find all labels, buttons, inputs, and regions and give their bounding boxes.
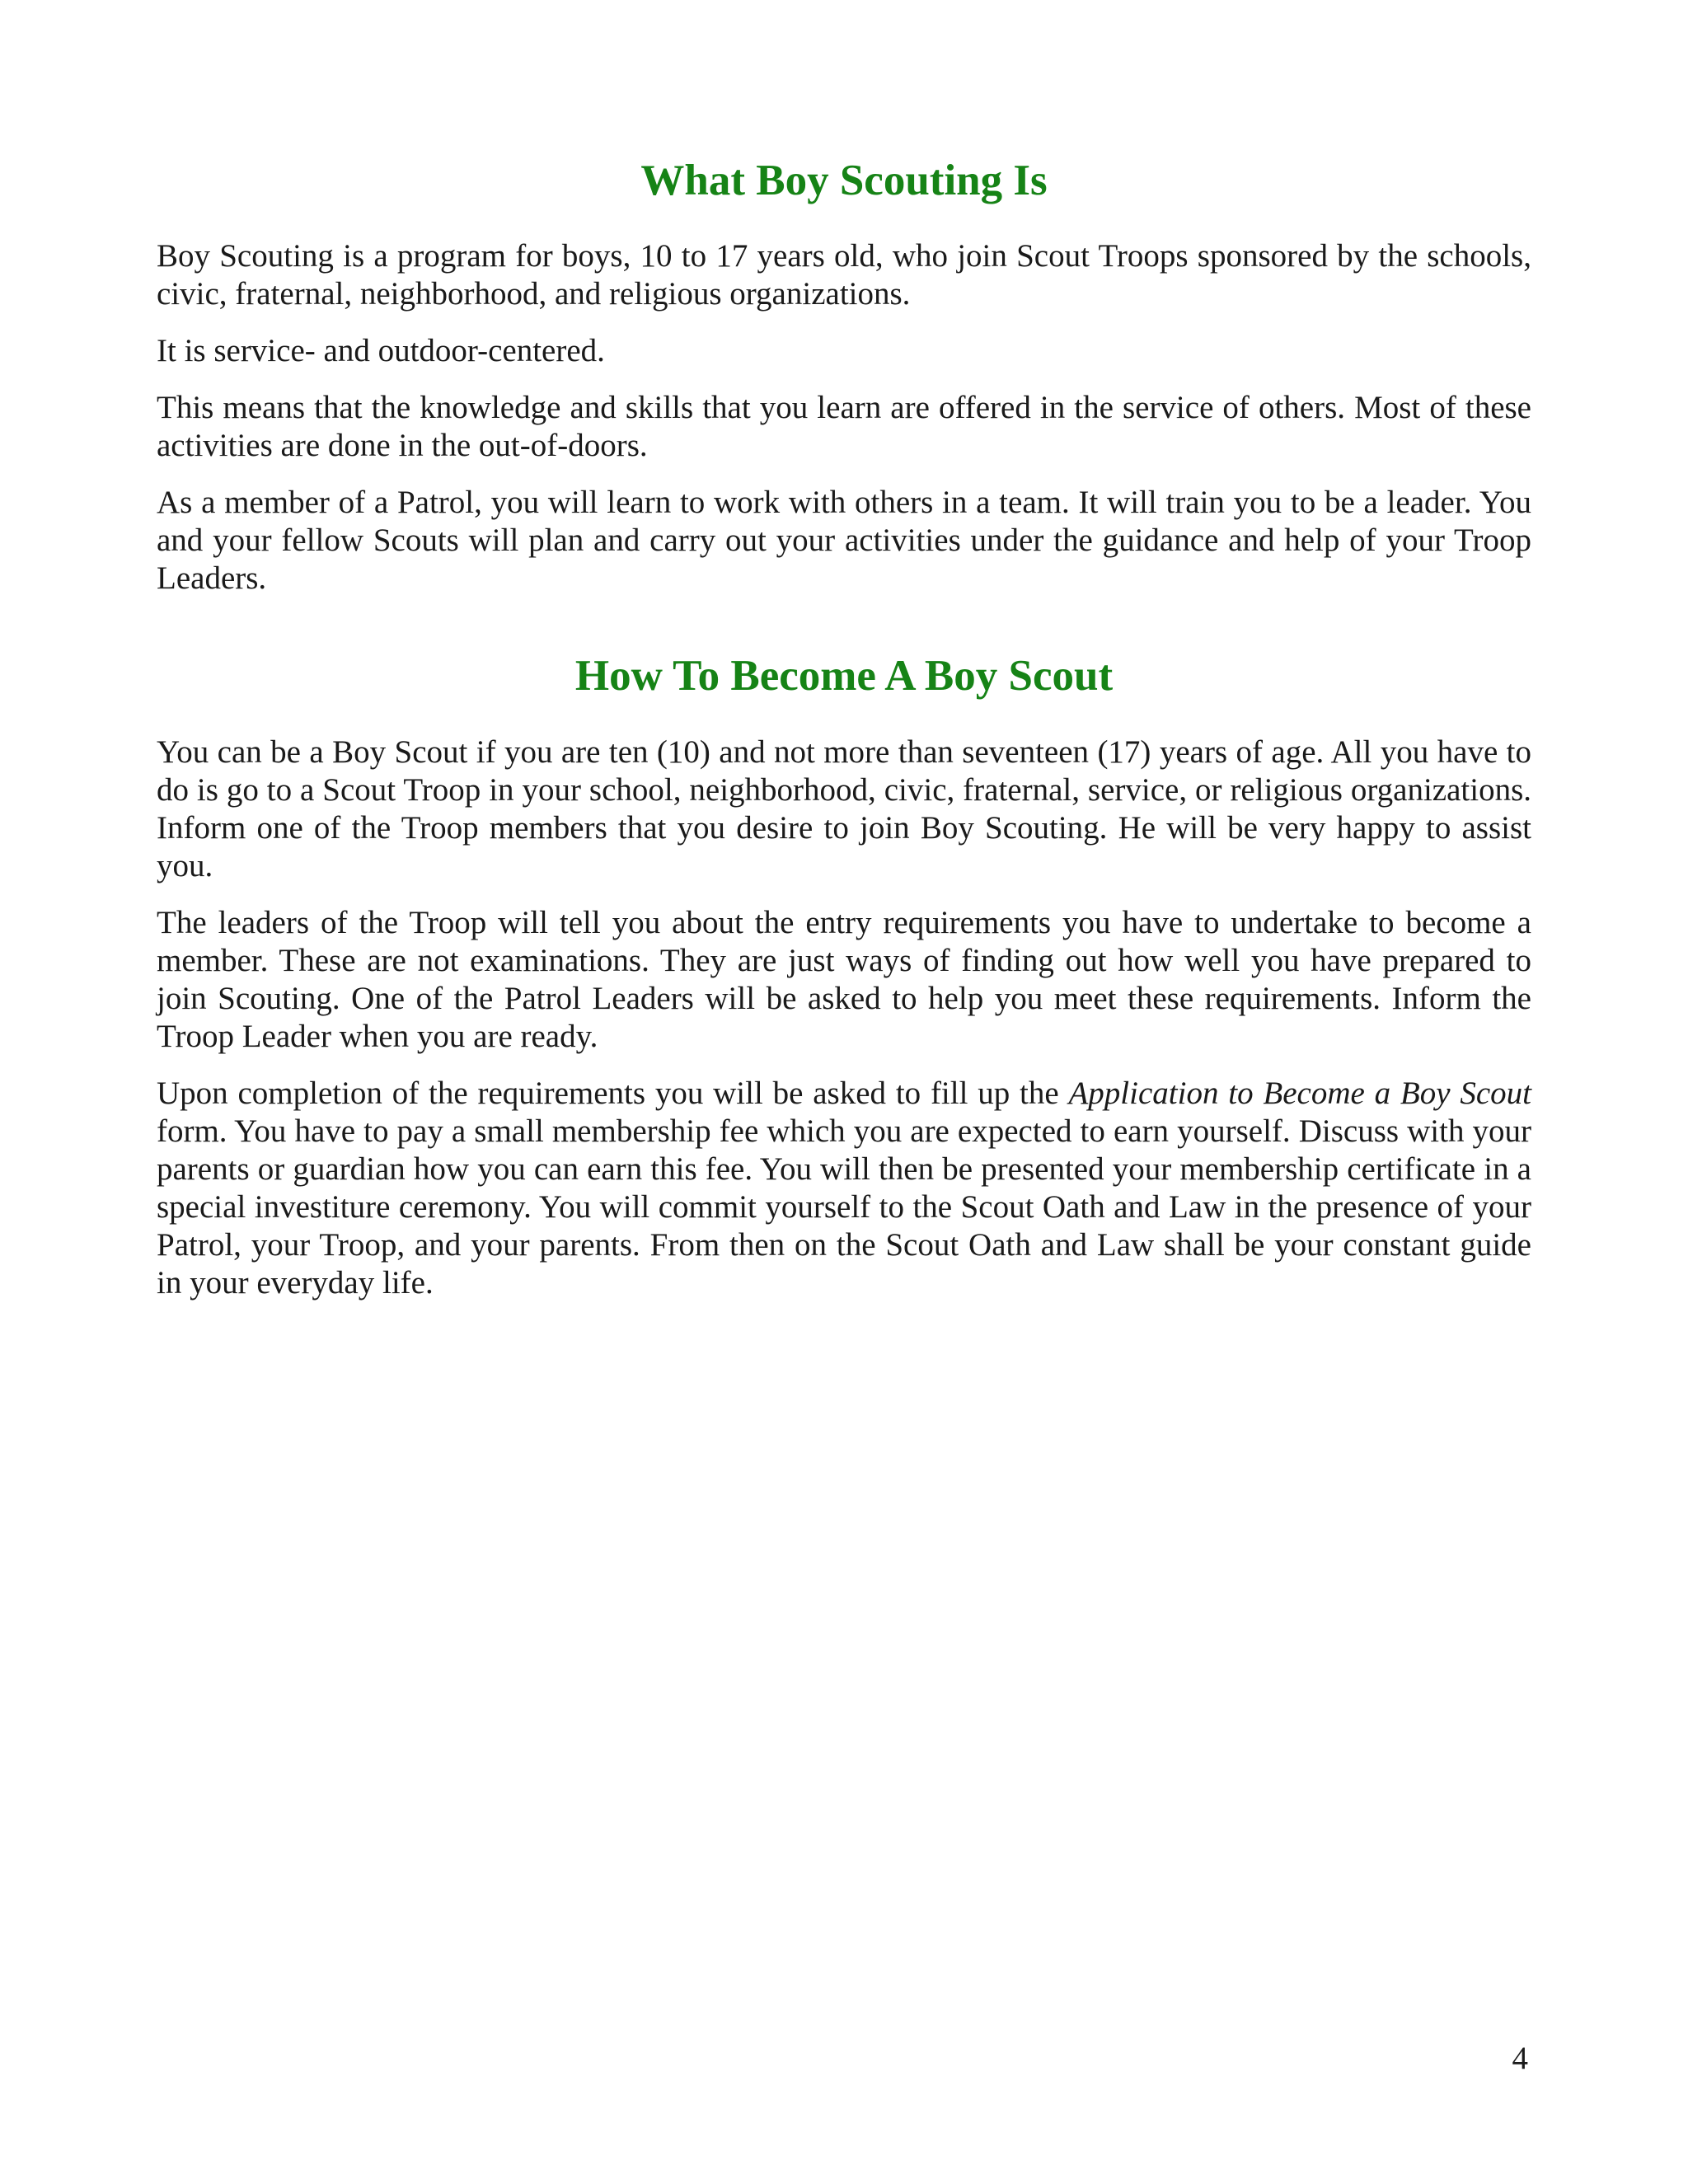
paragraph: Boy Scouting is a program for boys, 10 to 17 years old, who join Scout Troops sponsored by the schools, civic, fraternal, neighborhood, and religious organizations. <box>157 238 1531 312</box>
paragraph: You can be a Boy Scout if you are ten (10) and not more than seventeen (17) years of age. All you have to do is go to a Scout Troop in your school, neighborhood, civic, fraternal, service, or religious organizations. Inform one of the Troop members that you desire to join Boy Scouting. He will be very happy to assist you. <box>157 733 1531 883</box>
paragraph: The leaders of the Troop will tell you about the entry requirements you have to undertake to become a member. These are not examinations. They are just ways of finding out how well you have prepared to join Scouting. One of the Patrol Leaders will be asked to help you meet these requirements. Inform the Troop Leader when you are ready. <box>157 904 1531 1054</box>
paragraph: It is service- and outdoor-centered. <box>157 333 605 369</box>
text-run: form. You have to pay a small membership fee which you are expected to earn yourself. Discuss with your parents or guardian how you can earn this fee. You will then be presented your membership certificate in a special investiture ceremony. You will commit yourself to the Scout Oath and Law in the presence of your Patrol, your Troop, and your parents. From then on the Scout Oath and Law shall be your constant guide in your everyday life. <box>157 1113 1531 1301</box>
text-run: Upon completion of the requirements you will be asked to fill up the <box>157 1075 1069 1111</box>
paragraph: This means that the knowledge and skills that you learn are offered in the service of others. Most of these activities are done in the out-of-doors. <box>157 390 1531 464</box>
section-what-boy-scouting-is <box>157 237 1531 598</box>
section-how-to-become-a-boy-scout <box>157 733 1531 1302</box>
paragraph: As a member of a Patrol, you will learn to work with others in a team. It will train you to be a leader. You and your fellow Scouts will plan and carry out your activities under the guidance and help of your Troop Leaders. <box>157 485 1531 597</box>
form-title-italic: Application to Become a Boy Scout <box>1068 1075 1531 1111</box>
section-heading-what-boy-scouting-is: What Boy Scouting Is <box>640 157 1048 204</box>
section-heading-how-to-become-a-boy-scout: How To Become A Boy Scout <box>574 652 1114 701</box>
page-number: 4 <box>1512 2041 1528 2076</box>
paragraph-application <box>157 1075 1531 1302</box>
